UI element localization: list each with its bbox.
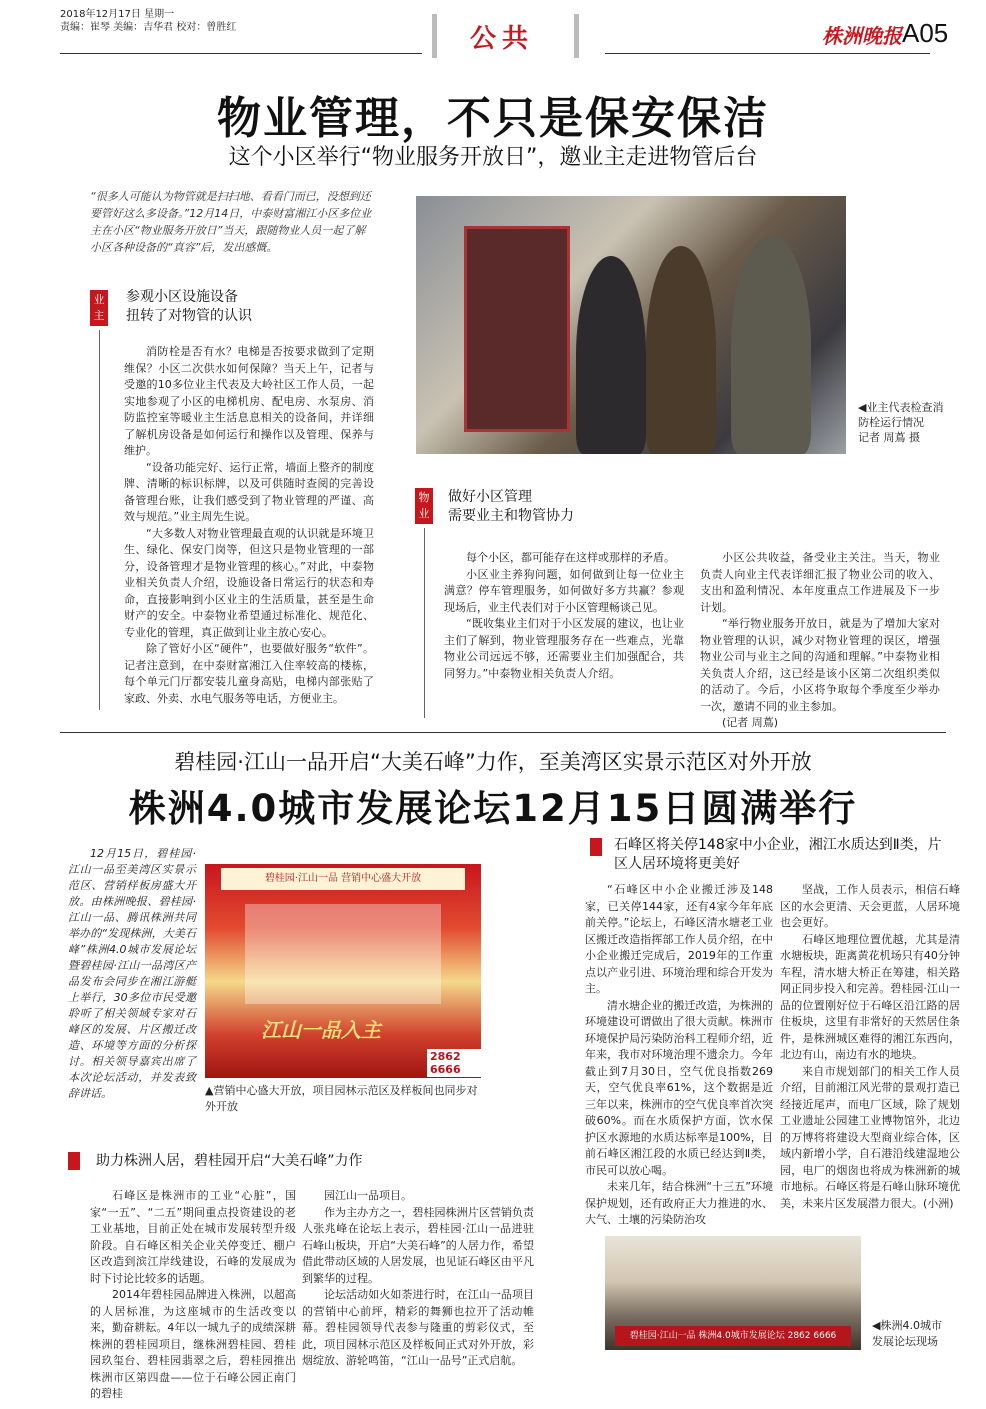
paragraph: 小区业主养狗问题，如何做到让每一位业主满意？停车管理服务，如何做好多方共赢？参观现场后，业主代表们对于小区管理畅谈己见。: [444, 567, 684, 614]
paragraph: 清水塘企业的搬迁改造，为株洲的环境建设可谓做出了很大贡献。株洲市环境保护局污染防治科工程师介绍，近年来，我市对环境治理不遗余力。今年截止到7月30日，空气优良指数269天，空气优良率61%，这个数据是近三年以来，株洲市的空气优良率首次突破60%。而在水质保护方面，饮水保护区水源地的水质达标率是100%，目前石峰区湘江段的水质已经达到Ⅱ类，市民可以放心喝。: [585, 998, 773, 1177]
sub4-title: 石峰区将关停148家中小企业，湘江水质达到Ⅱ类，片区人居环境将更美好: [614, 837, 942, 872]
article2-title: 株洲4.0城市发展论坛12月15日圆满举行: [128, 787, 858, 830]
section-bar-left: [432, 14, 437, 58]
sub2-rule: [424, 528, 425, 718]
paragraph: 来自市规划部门的相关工作人员介绍，目前湘江风光带的景观打造已经接近尾声，而电厂区域，除了规划工业遗址公园建工业博物馆外，北边的万博将将建设大型商业综合体，区域内新增小学，自石港沿线建湿地公园，电厂的烟囱也将成为株洲新的城市地标。石峰区将是石峰山脉环境优美，未来片区发展潜力很大。(小洲): [780, 1064, 960, 1210]
paragraph: 2014年碧桂园品牌进入株洲，以超高的人居标准，为这座城市的生活改变以来，勤奋耕耘。4年以一城九子的成绩深耕株洲的碧桂园项目，继株洲碧桂园、碧桂园玖玺台、碧桂园翡翠之后，碧桂园推出株洲市区第四盘——位于石峰公园正南门的碧桂: [90, 1288, 296, 1400]
paragraph: 论坛活动如火如荼进行时，在江山一品项目的营销中心前坪，精彩的舞狮也拉开了活动帷幕。碧桂园领导代表参与隆重的剪彩仪式，至此，项目园林示范区及样板间正式对外开放，彩烟绽放、游轮鸣笛，“江山一品号”正式启航。: [302, 1288, 534, 1367]
page-number: A05: [902, 18, 949, 48]
paragraph: 石峰区地理位置优越，尤其是清水塘板块，距离黄花机场只有40分钟车程，清水塘大桥正在筹建，相关路网正同步投入和完善。碧桂园·江山一品的位置刚好位于石峰区沿江路的居住板块，这里有非常好的天然居住条件，是株洲城区难得的湘江东西向，北边有山，南边有水的地块。: [780, 932, 960, 1061]
fire-hydrant-cabinet: [464, 226, 570, 432]
paragraph: “既收集业主们对于小区发展的建议，也让业主们了解到，物业管理服务存在一些难点，光靠物业公司远远不够，还需要业主们加强配合，共同努力。”中泰物业相关负责人介绍。: [444, 617, 684, 680]
paragraph: 未来几年，结合株洲“十三五”环境保护规划，还有政府正大力推进的水、大气、土壤的污染防治攻: [585, 1180, 773, 1226]
header-date: 2018年12月17日 星期一: [60, 9, 175, 20]
paragraph: 园江山一品项目。: [324, 1189, 412, 1202]
paragraph: “石峰区中小企业搬迁涉及148家，已关停144家，还有4家今年年底前关停。”论坛上，石峰区清水塘老工业区搬迁改造指挥部工作人员介绍，在中小企业搬迁完成后，2019年的工作重点以产业引进、环境治理和综合开发为主。: [585, 883, 773, 995]
paragraph: “举行物业服务开放日，就是为了增加大家对物业管理的认识，减少对物业管理的误区，增强物业公司与业主之间的沟通和理解。”中泰物业相关负责人介绍，这已经是该小区第二次组织类似的活动了。今后，小区将争取每个季度至少举办一次，邀请不同的业主参加。: [700, 617, 940, 713]
paragraph: 作为主办方之一，碧桂园株洲片区营销负责人张兆峰在论坛上表示，碧桂园·江山一品进驻石峰山板块，开启“大美石峰”的人居力作，希望借此带动区域的人居发展，也见证石峰区由平凡到繁华的过程。: [302, 1205, 534, 1285]
sub3-marker: [68, 1152, 80, 1170]
article2-lead: 12月15日，碧桂园·江山一品至美湾区实景示范区、营销样板房盛大开放。由株洲晚报、碧桂园·江山一品、腾讯株洲共同举办的“发现株洲，大美石峰”株洲4.0城市发展论坛暨碧桂园·江山一品湾区产品发布会同步在湘江游艇上举行，30多位市民受邀聆听了相关领域专家对石峰区的发展、片区搬迁改造、环境等方面的分析探讨。相关领导嘉宾出席了本次论坛活动，并发表致辞讲话。: [68, 847, 196, 1100]
sub4-body-col1: [585, 882, 773, 1229]
sub4-body-col2: [780, 882, 960, 1212]
article2-photo-caption: ▲营销中心盛大开放，项目园林示范区及样板间也同步对外开放: [205, 1084, 478, 1113]
sub2-body-col1: [444, 550, 684, 682]
article1-subtitle: 这个小区举行“物业服务开放日”，邀业主走进物管后台: [228, 145, 758, 170]
paragraph: 除了管好小区“硬件”，也要做好服务“软件”。记者注意到，在中泰财富湘江入住率较高的楼栋，每个单元门厅都安装儿童身高贴，电梯内部张贴了家政、外卖、水电气服务等电话，方便业主。: [124, 642, 374, 705]
paragraph: 小区公共收益，备受业主关注。当天，物业负责人向业主代表详细汇报了物业公司的收入、支出和盈利情况、本年度重点工作进展及下一步计划。: [700, 551, 940, 614]
photo-stage: [245, 904, 441, 1004]
article1-photo-caption: ◀业主代表检查消防栓运行情况 记者 周蔦 摄: [858, 401, 944, 444]
article-divider: [60, 732, 946, 733]
photo-figure: [576, 256, 646, 454]
sub1-rule: [99, 330, 100, 710]
paragraph: 石峰区是株洲市的工业“心脏”，国家“一五”、“二五”期间重点投资建设的老工业基地，目前正处在城市发展转型升级阶段。自石峰区相关企业关停变迁、棚户区改造到滨江岸线建设，石峰的发展成为时下讨论比较多的话题。: [90, 1189, 296, 1285]
photo-figure: [731, 236, 811, 454]
article1-photo: [416, 196, 846, 454]
article2-forum-photo: [605, 1236, 861, 1350]
photo-banner: 碧桂园·江山一品 营销中心盛大开放: [221, 868, 465, 890]
sub1-title: 参观小区设施设备 扭转了对物管的认识: [126, 289, 252, 324]
section-title: 公共: [470, 24, 535, 54]
sub4-marker: [590, 838, 602, 856]
paragraph: “设备功能完好、运行正常，墙面上整齐的制度牌、清晰的标识标牌，以及可供随时查阅的完善设备管理台账，让我们感受到了物业管理的严谨、高效与规范。”业主周先生说。: [124, 460, 374, 523]
photo-phone: 2862 6666: [427, 1049, 481, 1077]
paragraph: (记者 周蔦): [722, 716, 779, 729]
sub1-tag: 业主: [90, 290, 108, 326]
newspaper-logo: 株洲晚报: [822, 24, 902, 48]
sub2-body-col2: [700, 550, 940, 732]
sub3-body-col2: [302, 1188, 534, 1370]
sub2-title: 做好小区管理 需要业主和物管协力: [448, 489, 574, 524]
sub2-tag: 物业: [415, 488, 433, 524]
article1-lead: “很多人可能认为物管就是扫扫地、看看门而已，没想到还要管好这么多设备。”12月14日，中泰财富湘江小区多位业主在小区“物业服务开放日”当天，跟随物业人员一起了解小区各种设备的“真容”后，发出感慨。: [90, 190, 372, 254]
photo-figure: [646, 246, 716, 454]
paragraph: 消防栓是否有水？电梯是否按要求做到了定期维保？小区二次供水如何保障？当天上午，记者与受邀的10多位业主代表及大岭社区工作人员，一起实地参观了小区的电梯机房、配电房、水泵房、消防监控室等暖业主生活息息相关的设备间，并详细了解机房设备是如何运行和操作以及管理、保养与维护。: [124, 345, 374, 457]
sub3-body-col1: [90, 1188, 296, 1403]
paragraph: “大多数人对物业管理最直观的认识就是环境卫生、绿化、保安门岗等，但这只是物业管理的一部分，设备管理才是物业管理的核心。”对此，中泰物业相关负责人介绍，设施设备日常运行的状态和寿命，直接影响到小区业主的生活质量，甚至是生命财产的安全。中泰物业希望通过标准化、规范化、专业化的管理，真正做到让业主放心安心。: [124, 526, 374, 639]
header-meta: [60, 8, 236, 34]
paragraph: 坚战，工作人员表示，相信石峰区的水会更清、天会更蓝，人居环境也会更好。: [780, 883, 960, 929]
header-rule-left: [60, 53, 422, 54]
forum-screen: 碧桂园·江山一品 株洲4.0城市发展论坛 2862 6666: [615, 1326, 851, 1346]
article2-subtitle: 碧桂园·江山一品开启“大美石峰”力作，至美湾区实景示范区对外开放: [174, 750, 812, 774]
article2-forum-caption: ◀株洲4.0城市发展论坛现场: [872, 1319, 942, 1348]
paragraph: 每个小区，都可能存在这样或那样的矛盾。: [466, 551, 675, 564]
header-rule-right: [605, 53, 930, 54]
sub3-title: 助力株洲人居，碧桂园开启“大美石峰”力作: [96, 1153, 363, 1169]
section-bar-right: [574, 14, 579, 58]
header-credits: 责编：崔琴 美编：吉华君 校对：曾胜红: [60, 22, 237, 33]
sub1-body: [124, 344, 374, 707]
article1-title: 物业管理，不只是保安保洁: [217, 93, 769, 144]
article2-photo: [205, 864, 481, 1078]
photo-slogan: 江山一品入主: [261, 1018, 381, 1042]
